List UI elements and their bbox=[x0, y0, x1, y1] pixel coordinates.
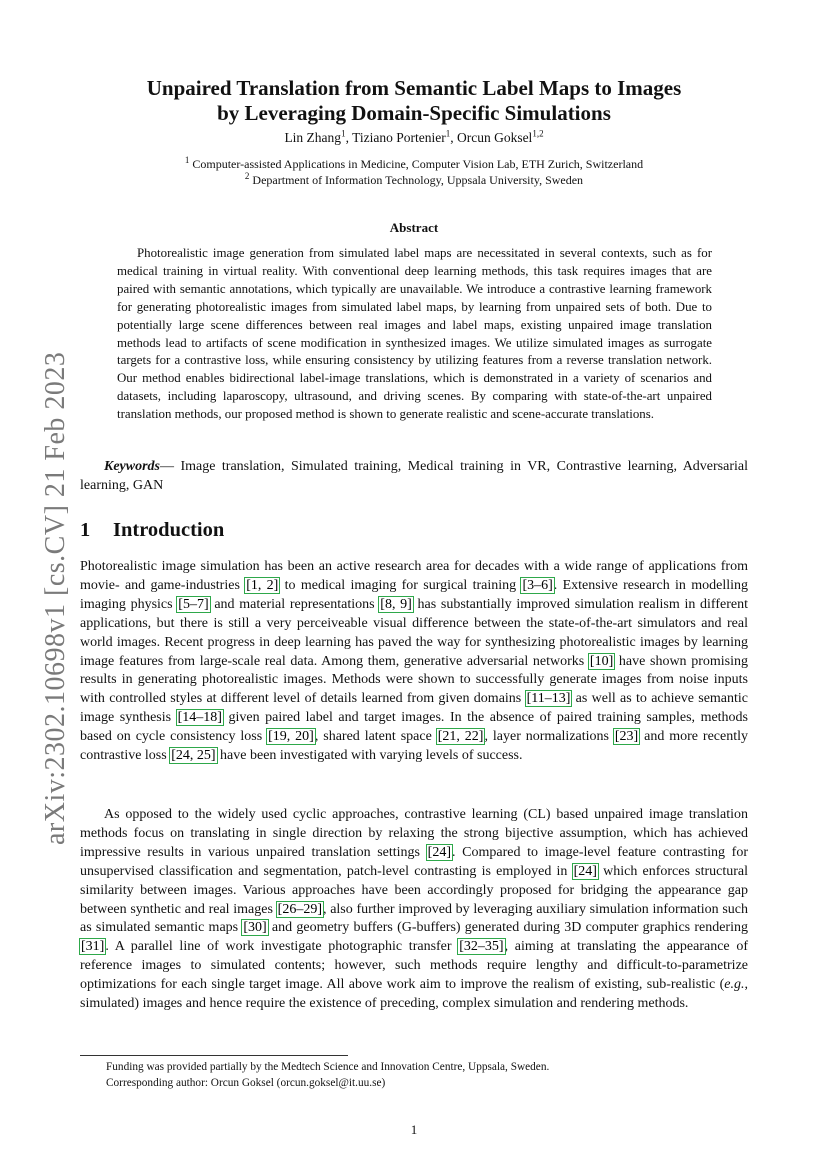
paragraph-text: , simulated) images and hence require the existence of preceding, complex simulation and rendering methods. bbox=[80, 977, 748, 1012]
paragraph-text: , shared latent space bbox=[314, 729, 437, 745]
footnotes bbox=[106, 1060, 746, 1091]
affiliation-mark: 1 bbox=[184, 155, 190, 165]
title-line-1: Unpaired Translation from Semantic Label Maps to Images bbox=[146, 76, 682, 100]
paragraph-text: as well as to achieve semantic image synthesis bbox=[80, 691, 748, 726]
keywords-text: — Image translation, Simulated training, Medical training in VR, Contrastive learning, Adversarial learning, GAN bbox=[80, 459, 748, 493]
paragraph-text: . A parallel line of work investigate photographic transfer bbox=[105, 939, 459, 955]
arxiv-identifier-stamp: arXiv:2302.10698v1 [cs.CV] 21 Feb 2023 bbox=[40, 351, 71, 845]
footnote-funding: Funding was provided partially by the Medtech Science and Innovation Centre, Uppsala, Sweden. bbox=[106, 1061, 550, 1073]
affiliation-list bbox=[80, 156, 748, 188]
affiliation-text: Department of Information Technology, Uppsala University, Sweden bbox=[252, 173, 584, 187]
paragraph-text: . Compared to image-level feature contrasting for unsupervised classification and segmentation, patch-level contrasting is employed in bbox=[80, 844, 748, 879]
paper-title bbox=[100, 76, 728, 126]
abstract-text: Photorealistic image generation from simulated label maps are necessitated in several contexts, such as for medical training in virtual reality. With conventional deep learning methods, this task requires images that are paired with semantic annotations, which typically are unavailable. We introduce a contrastive learning framework for generating photorealistic images from simulated label maps, by learning from unpaired sets of both. Due to potentially large scene differences between real images and label maps, existing unpaired image translation methods lead to artifacts of scene modification in synthesized images. We utilize simulated images as surrogate targets for a contrastive loss, while ensuring consistency by utilizing features from a reverse translation network. Our method enables bidirectional label-image translations, which is demonstrated in a variety of scenarios and datasets, including laparoscopy, ultrasound, and driving scenes. By comparing with state-of-the-art unpaired translation methods, our proposed method is shown to generate realistic and scene-accurate translations. bbox=[117, 246, 712, 422]
author-affiliation-mark: 1,2 bbox=[532, 128, 544, 139]
citation-link[interactable]: [21, 22] bbox=[437, 729, 484, 745]
paragraph-text: , aiming at translating the appearance of reference images to simulated contents; however, such methods require lengthy and difficult-to-parametrize optimizations for each single target image. All above work aim to improve the realism of existing, sub-realistic ( bbox=[80, 939, 748, 993]
affiliation-text: Computer-assisted Applications in Medicine, Computer Vision Lab, ETH Zurich, Switzerland bbox=[192, 157, 644, 171]
citation-link[interactable]: [19, 20] bbox=[268, 729, 314, 745]
paragraph-text: to medical imaging for surgical training bbox=[279, 577, 522, 593]
paragraph-text: given paired label and target images. In the absence of paired training samples, methods based on cycle consistency loss bbox=[80, 710, 749, 745]
paragraph-text: and material representations bbox=[209, 596, 380, 612]
affiliation-mark: 2 bbox=[244, 171, 250, 181]
page-number: 1 bbox=[410, 1122, 418, 1137]
citation-link[interactable]: [11–13] bbox=[526, 691, 571, 707]
section-title: Introduction bbox=[113, 519, 225, 541]
citation-link[interactable]: [5–7] bbox=[178, 596, 209, 612]
paragraph-text: and geometry buffers (G-buffers) generated during 3D computer graphics rendering bbox=[267, 920, 748, 936]
citation-link[interactable]: [23] bbox=[614, 729, 639, 745]
title-line-2: by Leveraging Domain-Specific Simulations bbox=[217, 101, 611, 125]
citation-link[interactable]: [24] bbox=[427, 844, 451, 860]
paragraph-text: Photorealistic image simulation has been an active research area for decades with a wide range of applications from movie- and game-industries bbox=[80, 559, 748, 593]
citation-link[interactable]: [3–6] bbox=[522, 577, 553, 593]
citation-link[interactable]: [31] bbox=[81, 939, 105, 955]
section-number: 1 bbox=[80, 519, 91, 541]
footnote-corresponding-author: Corresponding author: Orcun Goksel (orcun.goksel@it.uu.se) bbox=[106, 1076, 386, 1089]
paragraph-text: and more recently contrastive loss bbox=[80, 729, 749, 764]
author-name: Orcun Goksel bbox=[456, 130, 533, 145]
footnote-divider bbox=[80, 1055, 348, 1056]
paragraph-text: which enforces structural similarity between images. Various approaches have been accordingly proposed for bridging the appearance gap between synthetic and real images bbox=[80, 863, 748, 917]
citation-link[interactable]: [30] bbox=[243, 920, 267, 936]
author-affiliation-mark: 1 bbox=[341, 128, 346, 139]
affiliation-line bbox=[80, 156, 748, 172]
paragraph-text: , also further improved by leveraging auxiliary simulation information such as simulated semantic maps bbox=[80, 901, 748, 936]
author-affiliation-mark: 1 bbox=[445, 128, 451, 139]
citation-link[interactable]: [1, 2] bbox=[246, 577, 279, 593]
citation-link[interactable]: [24] bbox=[573, 863, 597, 879]
paragraph-text: have been investigated with varying levels of success. bbox=[216, 748, 523, 764]
citation-link[interactable]: [32–35] bbox=[459, 939, 504, 955]
author-list: Lin Zhang$^1$, Tiziano Portenier$^1$, Orcun Goksel$^{1,2}$ bbox=[284, 128, 544, 145]
abstract-heading: Abstract bbox=[389, 220, 439, 235]
intro-paragraph-2 bbox=[80, 806, 748, 1014]
author-name: Lin Zhang bbox=[284, 130, 342, 145]
section-heading bbox=[80, 519, 224, 542]
citation-link[interactable]: [24, 25] bbox=[171, 748, 216, 764]
paragraph-text: , layer normalizations bbox=[484, 729, 614, 745]
author-name: Tiziano Portenier bbox=[352, 130, 446, 145]
paragraph-text: As opposed to the widely used cyclic approaches, contrastive learning (CL) based unpaired image translation methods focus on translating in single direction by relaxing the strong bijective assumption, which has achieved impressive results in various unpaired translation settings bbox=[80, 807, 748, 860]
paragraph-text: have shown promising results in generating photorealistic images. Methods were shown to successfully generate images from noise inputs with controlled styles at different level of details learned from given domains bbox=[80, 653, 749, 707]
citation-link[interactable]: [26–29] bbox=[277, 901, 322, 917]
affiliation-line bbox=[80, 172, 748, 188]
keywords-label: Keywords bbox=[104, 459, 160, 474]
italic-text: e.g. bbox=[724, 977, 745, 993]
keywords-paragraph bbox=[80, 457, 748, 495]
citation-link[interactable]: [8, 9] bbox=[380, 596, 412, 612]
citation-link[interactable]: [14–18] bbox=[177, 710, 222, 726]
intro-paragraph-1 bbox=[80, 558, 748, 766]
paragraph-text: . Extensive research in modelling imaging physics bbox=[80, 577, 748, 612]
citation-link[interactable]: [10] bbox=[589, 653, 614, 669]
paragraph-text: has substantially improved simulation realism in different applications, but there is still a very perceiveable visual difference between the state-of-the-art simulators and real world images. Recent progress in deep learning has paved the way for synthesizing photorealistic images by learning image features from large-scale real data. Among them, generative adversarial networks bbox=[80, 596, 748, 669]
